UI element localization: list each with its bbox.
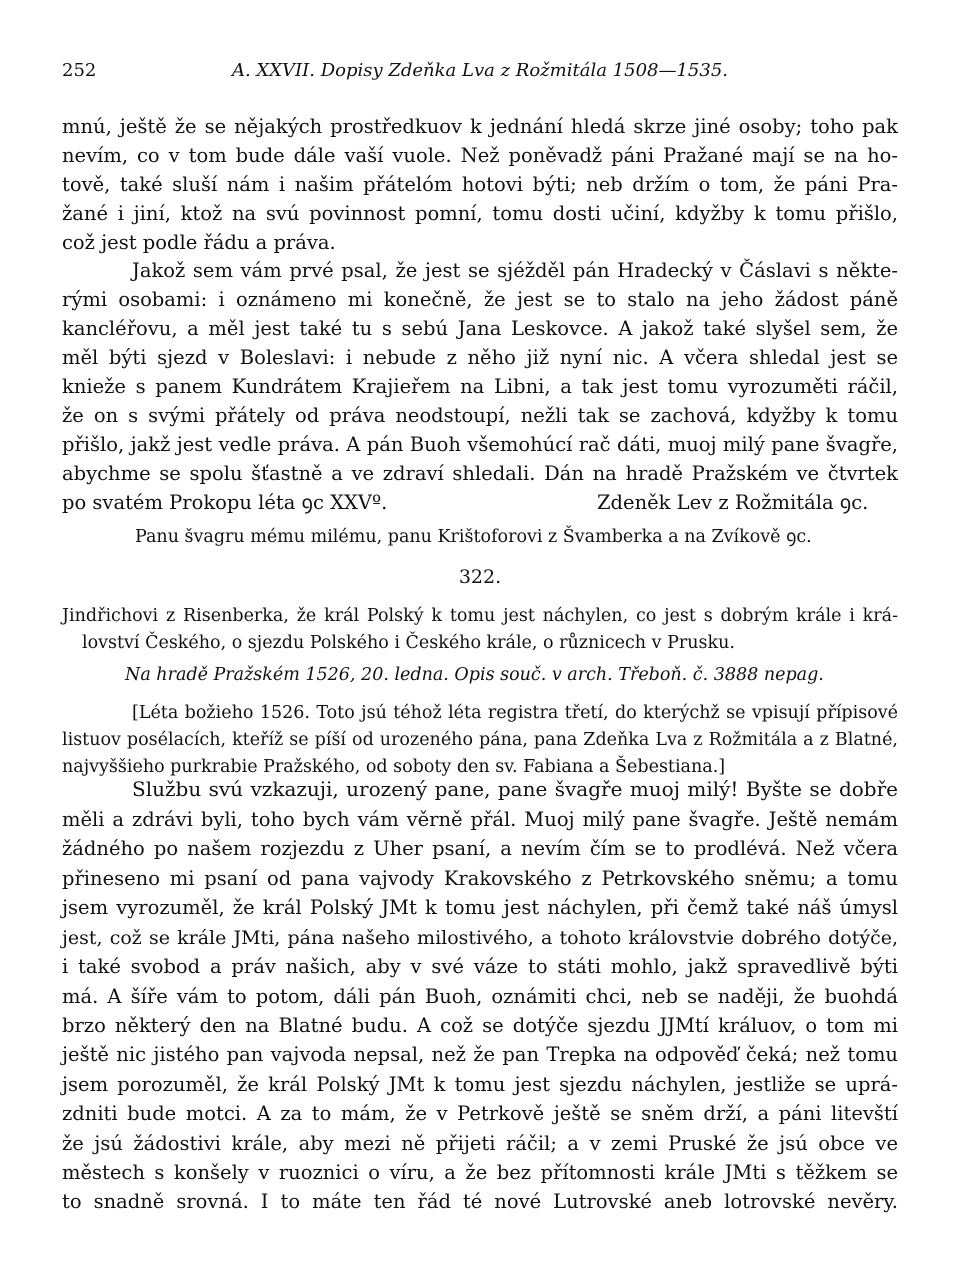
text-line: že on s svými přátely od práva neodstoupí, nežli tak se zachová, kdyžby k tomu — [62, 404, 898, 427]
text-line: mnú, ještě že se nějakých prostředkuov k jednání hledá skrze jiné osoby; toho pak — [62, 115, 898, 138]
letter-line: i také svobod a práv našich, aby v své váze to státi mohlo, jakž spravedlivě býti — [62, 955, 898, 978]
text-line: knieže s panem Kundrátem Krajieřem na Libni, a tak jest tomu vyrozuměti ráčil, — [62, 375, 898, 398]
note-line: [Léta božieho 1526. Toto jsú téhož léta registra třetí, do kterýchž se vpisují přípisové — [132, 703, 898, 723]
summary-line: lovství Českého, o sjezdu Polského i Českého krále, o různicech v Prusku. — [82, 633, 735, 653]
address-line: Panu švagru mému milému, panu Krištoforovi z Švamberka a na Zvíkově ꝯc. — [135, 527, 812, 547]
text-line: tově, také sluší nám i našim přátelóm hotovi býti; neb držím o tom, že páni Pra- — [62, 173, 898, 196]
text-line: přišlo, jakž jest vedle práva. A pán Buoh všemohúcí rač dáti, muoj milý pane švagře, — [62, 433, 898, 456]
letter-line: městech s konšely v ruoznici o víru, a že bez přítomnosti krále JMti s těžkem se — [62, 1161, 898, 1184]
letter-line: že jsú žádostivi krále, aby mezi ně přijeti ráčil; a v zemi Pruské že jsú obce ve — [62, 1132, 898, 1155]
text-line: což jest podle řádu a práva. — [62, 231, 336, 254]
page-header — [62, 60, 898, 86]
letter-line: jsem vyrozuměl, že král Polský JMt k tomu jest náchylen, při čemž také náš úmysl — [62, 896, 898, 919]
letter-line: má. A šíře vám to potom, dáli pán Buoh, oznámiti chci, neb se naději, že buohdá — [62, 985, 898, 1008]
text-line: rými osobami: i oznámeno mi konečně, že jest se to stalo na jeho žádost páně — [62, 288, 898, 311]
letter-line: žádného po našem rozjezdu z Uher psaní, a nevím čím se to prodlévá. Než včera — [62, 837, 898, 860]
letter-line: ještě nic jistého pan vajvoda nepsal, než že pan Trepka na odpověď čeká; než tomu — [62, 1043, 898, 1066]
note-line: listuov posélacích, kteříž se píší od urozeného pána, pana Zdeňka Lva z Rožmitála a z Blatné, — [62, 730, 898, 750]
summary-line: Jindřichovi z Risenberka, že král Polský k tomu jest náchylen, co jest s dobrým krále i krá- — [62, 606, 898, 626]
closing-date: po svatém Prokopu léta ꝯc XXVº. — [62, 491, 388, 514]
letter-line: brzo některý den na Blatné budu. A což se dotýče sjezdu JJMtí králuov, o tom mi — [62, 1014, 898, 1037]
source-reference: Na hradě Pražském 1526, 20. ledna. Opis souč. v arch. Třeboň. č. 3888 nepag. — [125, 665, 824, 685]
running-title: A. XXVII. Dopisy Zdeňka Lva z Rožmitála 1508—1535. — [231, 60, 729, 81]
page-number: 252 — [62, 60, 97, 81]
text-line: kancléřovu, a měl jest také tu s sebú Jana Leskovce. A jakož také slyšel sem, že — [62, 317, 898, 340]
note-line: najvyššieho purkrabie Pražského, od soboty den sv. Fabiana a Šebestiana.] — [62, 757, 726, 777]
text-line: měl býti sjezd v Boleslavi: i nebude z něho již nyní nic. A včera shledal jest se — [62, 346, 898, 369]
signature: Zdeněk Lev z Rožmitála ꝯc. — [597, 491, 869, 514]
letter-line: zdniti bude motci. A za to mám, že v Petrkově ještě se sněm drží, a páni litevští — [62, 1102, 898, 1125]
text-line: abychme se spolu šťastně a ve zdraví shledali. Dán na hradě Pražském ve čtvrtek — [62, 462, 898, 485]
document-number: 322. — [458, 566, 502, 588]
text-line: žané i jiní, ktož na svú povinnost pomní, tomu dosti učiní, kdyžby k tomu přišlo, — [62, 202, 898, 225]
letter-line: měli a zdrávi byli, toho bych vám věrně přál. Muoj milý pane švagře. Ještě nemám — [62, 808, 898, 831]
letter-line: přineseno mi psaní od pana vajvody Krakovského z Petrkovského sněmu; a tomu — [62, 867, 898, 890]
letter-line: jsem porozuměl, že král Polský JMt k tomu jest sjezdu náchylen, jestliže se uprá- — [62, 1073, 898, 1096]
text-line: Jakož sem vám prvé psal, že jest se sjéžděl pán Hradecký v Čáslavi s někte- — [132, 259, 898, 282]
letter-line: jest, což se krále JMti, pána našeho milostivého, a tohoto královstvie dobrého dotýče, — [62, 927, 898, 949]
letter-line: Službu svú vzkazuji, urozený pane, pane švagře muoj milý! Byšte se dobře — [132, 777, 898, 801]
text-line: nevím, co v tom bude dále vaší vuole. Než poněvadž páni Pražané mají se na ho- — [62, 144, 898, 167]
letter-line: to snadně srovná. I to máte ten řád té nové Lutrovské aneb lotrovské nevěry. — [62, 1190, 898, 1213]
